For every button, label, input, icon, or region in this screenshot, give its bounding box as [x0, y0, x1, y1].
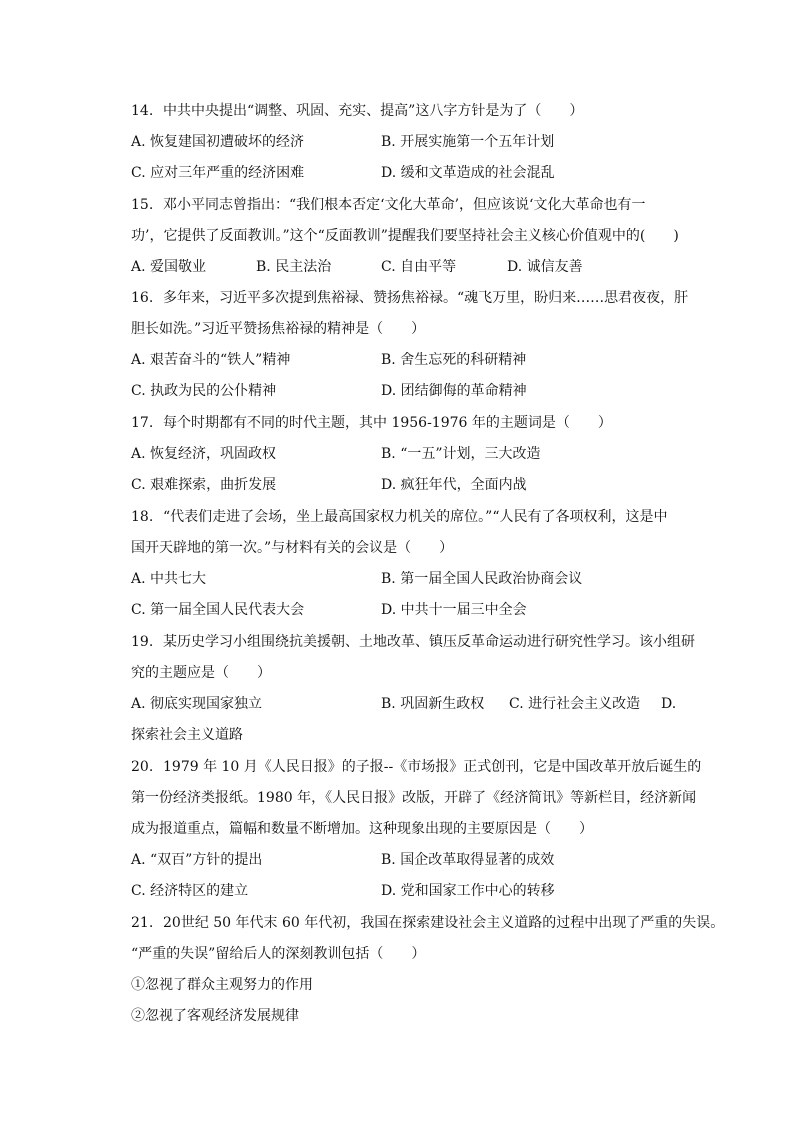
option-a: A. 恢复经济，巩固政权: [131, 446, 277, 462]
question-text: 第一份经济类报纸。1980 年，《人民日报》改版，开辟了《经济简讯》等新栏目，经济新闻: [131, 790, 697, 806]
question-17-options-row-1: [131, 439, 696, 470]
question-text: 国开天辟地的第一次。”与材料有关的会议是（ ）: [131, 540, 454, 556]
option-b: B. 国企改革取得显著的成效: [381, 852, 555, 868]
question-16-options-row-2: [131, 376, 696, 407]
question-15-stem: [131, 190, 696, 221]
question-19-stem-continued: [131, 658, 696, 689]
option-d: D. 中共十一届三中全会: [381, 602, 527, 618]
question-text: 20世纪 50 年代末 60 年代初，我国在探索建设社会主义道路的过程中出现了严重的失误。: [163, 915, 725, 931]
question-text: 成为报道重点，篇幅和数量不断增加。这种现象出现的主要原因是（ ）: [131, 821, 593, 837]
question-17-options-row-2: [131, 470, 696, 501]
question-21-stem-continued: [131, 939, 696, 970]
question-number: 17.: [131, 415, 154, 431]
question-text: 多年来，习近平多次提到焦裕禄、赞扬焦裕禄。“魂飞万里，盼归来……思君夜夜，肝: [163, 290, 689, 306]
question-18-stem-continued: [131, 533, 696, 564]
question-21-item-1: [131, 970, 696, 1001]
question-20-stem-continued-2: [131, 814, 696, 845]
option-a: A. 中共七大: [131, 571, 207, 587]
question-14-options-row-2: [131, 158, 696, 189]
question-text: 某历史学习小组围绕抗美援朝、土地改革、镇压反革命运动进行研究性学习。该小组研: [163, 634, 695, 650]
question-18-stem: [131, 502, 696, 533]
option-b: B. “一五”计划，三大改造: [381, 446, 541, 462]
option-c: C. 艰难探索，曲折发展: [131, 477, 277, 493]
question-number: 19.: [131, 634, 154, 650]
question-20-options-row-1: [131, 845, 696, 876]
question-number: 20.: [131, 759, 154, 775]
question-20-options-row-2: [131, 876, 696, 907]
question-text: 功’，它提供了反面教训。”这个“反面教训”提醒我们要坚持社会主义核心价值观中的( ): [131, 228, 679, 244]
question-15-options: [131, 252, 696, 283]
option-d: D. 疯狂年代，全面内战: [381, 477, 527, 493]
option-d: D. 缓和文革造成的社会混乱: [381, 165, 555, 181]
question-text: “代表们走进了会场，坐上最高国家权力机关的席位。”“人民有了各项权利，这是中: [163, 509, 668, 525]
option-d-text: 探索社会主义道路: [131, 727, 243, 743]
question-text: “严重的失误”留给后人的深刻教训包括（ ）: [131, 946, 426, 962]
question-16-stem: [131, 283, 696, 314]
option-d: D. 诚信友善: [507, 259, 583, 275]
question-20-stem: [131, 752, 702, 783]
option-c: C. 进行社会主义改造: [509, 696, 641, 712]
option-a: A. “双百”方针的提出: [131, 852, 263, 868]
option-b: B. 第一届全国人民政治协商会议: [381, 571, 583, 587]
option-c: C. 经济特区的建立: [131, 883, 249, 899]
option-d: D.: [661, 696, 677, 712]
question-17-stem: [131, 408, 696, 439]
question-21-stem: [131, 908, 725, 939]
option-c: C. 应对三年严重的经济困难: [131, 165, 305, 181]
question-20-stem-continued-1: [131, 783, 696, 814]
option-c: C. 自由平等: [381, 259, 457, 275]
question-number: 21.: [131, 915, 154, 931]
question-14-options-row-1: [131, 127, 696, 158]
question-text: 中共中央提出“调整、巩固、充实、提高”这八字方针是为了（ ）: [163, 103, 584, 119]
question-14-stem: [131, 96, 696, 127]
question-text: 每个时期都有不同的时代主题，其中 1956-1976 年的主题词是（ ）: [163, 415, 612, 431]
question-16-stem-continued: [131, 314, 696, 345]
question-21-item-2: [131, 1001, 696, 1032]
option-d: D. 党和国家工作中心的转移: [381, 883, 555, 899]
statement-item: ②忽视了客观经济发展规律: [131, 1008, 299, 1024]
question-18-options-row-2: [131, 595, 696, 626]
question-15-stem-continued: [131, 221, 696, 252]
option-c: C. 第一届全国人民代表大会: [131, 602, 305, 618]
option-a: A. 爱国敬业: [131, 259, 207, 275]
question-number: 14.: [131, 103, 154, 119]
option-a: A. 恢复建国初遭破坏的经济: [131, 134, 305, 150]
option-d: D. 团结御侮的革命精神: [381, 383, 527, 399]
question-19-options: [131, 689, 696, 720]
question-text: 邓小平同志曾指出：“我们根本否定‘文化大革命’，但应该说‘文化大革命也有一: [163, 197, 646, 213]
question-16-options-row-1: [131, 345, 696, 376]
option-b: B. 巩固新生政权: [381, 696, 485, 712]
option-b: B. 舍生忘死的科研精神: [381, 352, 527, 368]
question-number: 15.: [131, 197, 154, 213]
question-19-stem: [131, 627, 696, 658]
question-text: 1979 年 10 月《人民日报》的子报--《市场报》正式创刊，它是中国改革开放后诞生的: [163, 759, 702, 775]
question-18-options-row-1: [131, 564, 696, 595]
question-number: 16.: [131, 290, 154, 306]
question-19-option-d-continued: [131, 720, 696, 751]
option-b: B. 开展实施第一个五年计划: [381, 134, 555, 150]
option-a: A. 彻底实现国家独立: [131, 696, 263, 712]
question-text: 究的主题应是（ ）: [131, 665, 271, 681]
option-c: C. 执政为民的公仆精神: [131, 383, 277, 399]
option-a: A. 艰苦奋斗的“铁人”精神: [131, 352, 291, 368]
question-number: 18.: [131, 509, 154, 525]
statement-item: ①忽视了群众主观努力的作用: [131, 977, 313, 993]
question-text: 胆长如洗。”习近平赞扬焦裕禄的精神是（ ）: [131, 321, 426, 337]
option-b: B. 民主法治: [256, 259, 332, 275]
